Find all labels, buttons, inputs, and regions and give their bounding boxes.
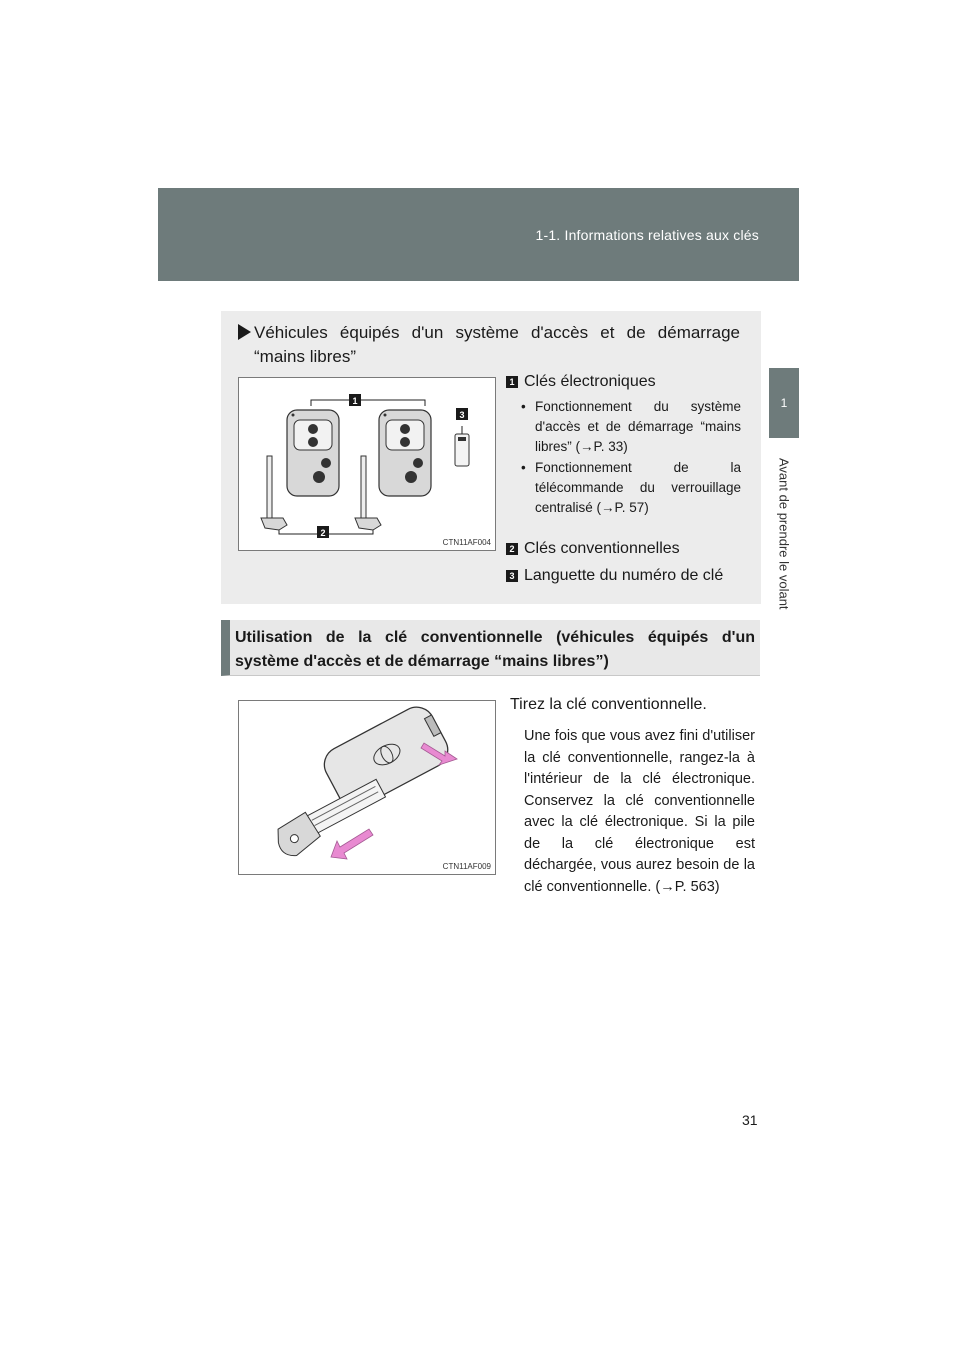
number-box-icon: 2 <box>506 543 518 555</box>
bullet-list <box>521 397 741 518</box>
figure-code: CTN11AF009 <box>442 862 491 871</box>
item-label: Languette du numéro de clé <box>524 567 724 584</box>
number-box-icon: 3 <box>506 570 518 582</box>
triangle-bullet-icon <box>238 324 251 340</box>
figure-code: CTN11AF004 <box>442 538 491 547</box>
section-heading: Utilisation de la clé conventionnelle (véhicules équipés d'un système d'accès et de démarrage “mains libres”) <box>235 629 755 670</box>
step-title: Tirez la clé conventionnelle. <box>510 696 707 713</box>
item-label: Clés électroniques <box>524 373 656 390</box>
key-extraction-illustration <box>239 701 495 874</box>
section-title: 1-1. Informations relatives aux clés <box>535 227 759 243</box>
callout-2-label: 2 <box>320 528 326 538</box>
bullet-item: • Fonctionnement de la télécommande du verrouillage centralisé (→P. 57) <box>521 458 741 518</box>
callout-3-label: 3 <box>459 410 465 420</box>
header-band <box>158 188 799 281</box>
callout-1-label: 1 <box>352 396 358 406</box>
page-number: 31 <box>742 1112 758 1128</box>
section-heading-box <box>221 620 760 676</box>
chapter-label: Avant de prendre le volant <box>776 458 792 610</box>
number-box-icon: 1 <box>506 376 518 388</box>
item-label: Clés conventionnelles <box>524 540 680 557</box>
conventional-key-figure <box>238 700 496 875</box>
info-panel <box>221 311 761 604</box>
keys-figure <box>238 377 496 551</box>
bullet-item: • Fonctionnement du système d'accès et de démarrage “mains libres” (→P. 33) <box>521 397 741 457</box>
step-body: Une fois que vous avez fini d'utiliser la clé conventionnelle, rangez-la à l'intérieur de la clé électronique. Conservez la clé conventionnelle avec la clé électronique. Si la pile de la clé électronique est déchargée, vous aurez besoin de la clé conventionnelle. (→P. 563) <box>524 728 755 895</box>
keys-illustration <box>239 378 495 550</box>
panel-heading: Véhicules équipés d'un système d'accès et de démarrage “mains libres” <box>254 323 740 366</box>
chapter-tab: 1 <box>769 368 799 438</box>
